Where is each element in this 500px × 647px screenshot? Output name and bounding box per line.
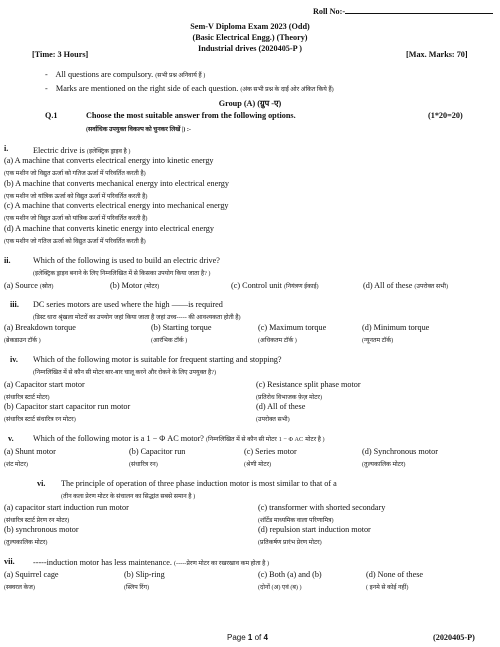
option-c: (c) A machine that converts electrical energy into mechanical energy	[4, 201, 229, 210]
roll-number-line	[345, 6, 493, 14]
option-b-hindi: (एक मशीन जो यांत्रिक ऊर्जा को विद्युत ऊर्जा में परिवर्तित करती है)	[4, 193, 148, 200]
option-d-hindi: (प्रतिकर्षण प्रारंभ प्रेरण मोटर)	[258, 539, 322, 546]
option-d: (d) repulsion start induction motor	[258, 525, 371, 534]
option-b: (b) Capacitor run	[129, 447, 186, 456]
question-text-hindi: (निम्नलिखित में से कौन सी मोटर बार-बार चालू करने और रोकने के लिए उपयुक्त है?)	[33, 369, 217, 376]
option-c: (c) Maximum torque	[258, 323, 327, 332]
option-c: (c) transformer with shorted secondary	[258, 503, 386, 512]
option-d: (d) All of these	[256, 402, 306, 411]
math-expression: 1 − Φ AC	[146, 434, 179, 443]
option-d-hindi: (तुल्यकालिक मोटर)	[362, 461, 406, 468]
question-number: vi.	[37, 479, 46, 488]
option-a-hindi: (एक मशीन जो विद्युत ऊर्जा को गतिज ऊर्जा में परिवर्तित करती है)	[4, 170, 146, 177]
option-d: (d) None of these	[366, 570, 424, 579]
option-b-hindi: (स्लिप रिंग)	[124, 584, 150, 591]
option-c-hindi: (शॉर्टेड माध्यमिक वाला परिणामित्र)	[258, 517, 334, 524]
option-c: (c) Both (a) and (b)	[258, 570, 322, 579]
option-a: (a) capacitor start induction run motor	[4, 503, 129, 512]
option-b-hindi: (आरंभिक टॉर्क )	[151, 337, 188, 344]
question-text: Which of the following motor is suitable for frequent starting and stopping?	[33, 355, 282, 364]
option-b: (b) A machine that converts mechanical energy into electrical energy	[4, 179, 229, 188]
q1-label: Q.1	[45, 111, 58, 120]
roll-number-field	[313, 6, 493, 16]
question-number: vii.	[4, 557, 15, 566]
option-a-hindi: (शंट मोटर)	[4, 461, 28, 468]
option-c: (c) Resistance split phase motor	[256, 380, 361, 389]
instruction-item	[45, 70, 205, 79]
instruction-bullet: -	[45, 84, 48, 93]
instruction-bullet: -	[45, 70, 48, 79]
option-b: (b) Motor (मोटर)	[110, 281, 160, 290]
option-b: (b) Slip-ring	[124, 570, 165, 579]
max-marks: [Max. Marks: 70]	[406, 50, 468, 59]
math-expression: 1 − Φ AC	[278, 436, 304, 443]
option-a: (a) Source (स्रोत)	[4, 281, 54, 290]
page-number: Page 1 of 4	[227, 633, 268, 642]
option-b-hindi: (संधारित्र रन)	[129, 461, 158, 468]
option-a-hindi: (संधारित्र स्टार्ट मोटर)	[4, 394, 50, 401]
question-text: -----induction motor has less maintenance. (-----प्रेरण मोटर का रखरखाव कम होता है )	[33, 558, 270, 567]
question-text: Which of the following is used to build an electric drive?	[33, 256, 220, 265]
question-text	[33, 146, 130, 155]
question-text: The principle of operation of three phase induction motor is most similar to that of a	[61, 479, 337, 488]
time-allowed: [Time: 3 Hours]	[32, 50, 89, 59]
branch-title: (Basic Electrical Engg.) (Theory)	[192, 33, 308, 42]
q1-instruction-hindi: (सर्वाधिक उपयुक्त विकल्प को चुनकर लिखें |) :-	[86, 126, 191, 133]
option-a: (a) Squirrel cage	[4, 570, 59, 579]
question-text: DC series motors are used where the high ——is required	[33, 300, 223, 309]
question-text-hindi: (इलेक्ट्रिक ड्राइव है )	[86, 148, 131, 155]
question-text-hindi: (डिस्ट धारा श्रृंखला मोटरों का उपयोग जहां किया जाता है जहां उच्च----- की आवश्यकता होती है)	[33, 314, 241, 321]
option-a-hindi: (ब्रेकडाउन टॉर्क )	[4, 337, 41, 344]
instruction-text: Marks are mentioned on the right side of each question.	[55, 84, 239, 93]
instruction-item	[45, 84, 334, 93]
question-number: v.	[8, 434, 14, 443]
option-b: (b) Starting torque	[151, 323, 212, 332]
question-text-hindi: (इलेक्ट्रिक ड्राइव बनाने के लिए निम्नलिखित में से किसका उपयोग किया जाता है? )	[33, 270, 211, 277]
option-b: (b) synchronous motor	[4, 525, 79, 534]
option-d: (d) All of these (उपरोक्त सभी)	[363, 281, 449, 290]
instruction-hindi: (सभी प्रश्न अनिवार्य हैं )	[155, 72, 206, 79]
paper-code: (2020405-P)	[433, 633, 475, 642]
option-a: (a) A machine that converts electrical energy into kinetic energy	[4, 156, 214, 165]
option-d: (d) Minimum torque	[362, 323, 430, 332]
question-number: ii.	[4, 256, 11, 265]
subject-title: Industrial drives (2020405-P )	[198, 44, 302, 53]
q1-instruction: Choose the most suitable answer from the following options.	[86, 111, 296, 120]
instruction-hindi: (अंक सभी प्रश्न के दाईं ओर अंकित किये हैं)	[240, 86, 334, 93]
instruction-text: All questions are compulsory.	[55, 70, 154, 79]
option-a: (a) Shunt motor	[4, 447, 56, 456]
option-d-hindi: (न्यूनतम टॉर्क)	[362, 337, 394, 344]
question-text-en: Electric drive is	[33, 146, 85, 155]
group-heading: Group (A) (ग्रुप -ए)	[218, 99, 282, 108]
option-d-hindi: ( इनमे से कोई नहीं)	[366, 584, 409, 591]
option-a: (a) Capacitor start motor	[4, 380, 85, 389]
option-c-hindi: (प्रतिरोध विभाजक फ़ेज़ मोटर)	[256, 394, 323, 401]
question-text: Which of the following motor is a 1 − Φ AC motor? (निम्नलिखित में से कौन सी मोटर 1 − Φ AC मोटर है )	[33, 434, 325, 443]
roll-number-label: Roll No:-	[313, 7, 346, 16]
option-c: (c) Series motor	[244, 447, 297, 456]
question-text-hindi: (तीन कला प्रेरण मोटर के संचालन का सिद्धांत सबसे समान है )	[61, 493, 196, 500]
option-c-hindi: (एक मशीन जो विद्युत ऊर्जा को यांत्रिक ऊर्जा में परिवर्तित करती है)	[4, 215, 148, 222]
option-d-hindi: (उपरोक्त सभी)	[256, 416, 290, 423]
question-number: i.	[4, 144, 9, 153]
option-b: (b) Capacitor start capacitor run motor	[4, 402, 131, 411]
option-a-hindi: (संधारित्र स्टार्ट प्रेरण रन मोटर)	[4, 517, 70, 524]
option-a-hindi: (स्क्वरल केज)	[4, 584, 35, 591]
option-c-hindi: (श्रेणी मोटर)	[244, 461, 272, 468]
q1-marks: (1*20=20)	[428, 111, 463, 120]
option-b-hindi: (संधारित्र स्टार्ट संधारित्र रन मोटर)	[4, 416, 76, 423]
option-c-hindi: (अधिकतम टॉर्क )	[258, 337, 297, 344]
option-c-hindi: (दोनों (अ) एवं (ब) )	[258, 584, 302, 591]
option-d: (d) A machine that converts kinetic energy into electrical energy	[4, 224, 214, 233]
option-b-hindi: (तुल्यकालिक मोटर)	[4, 539, 48, 546]
option-d-hindi: (एक मशीन जो गतिज ऊर्जा को विद्युत ऊर्जा में परिवर्तित करती है)	[4, 238, 146, 245]
question-number: iii.	[10, 300, 19, 309]
exam-title: Sem-V Diploma Exam 2023 (Odd)	[190, 22, 310, 31]
question-number: iv.	[10, 355, 18, 364]
option-d: (d) Synchronous motor	[362, 447, 438, 456]
option-c: (c) Control unit (नियंत्रण ईकाई)	[231, 281, 319, 290]
option-a: (a) Breakdown torque	[4, 323, 76, 332]
